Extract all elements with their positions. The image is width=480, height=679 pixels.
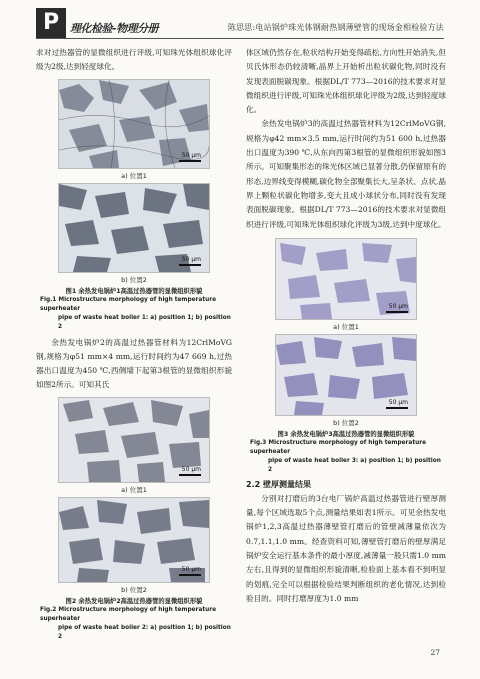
page-number: 27	[430, 648, 440, 657]
fig1b-scale-bar	[179, 264, 201, 266]
fig3b-micrograph	[275, 334, 417, 416]
fig2a-label: a) 位置1	[121, 485, 147, 494]
fig3b-label: b) 位置2	[333, 418, 359, 427]
fig3b-scale-label: 50 μm	[388, 398, 408, 406]
fig3a-scale-bar	[386, 311, 408, 313]
boiler3-paragraph: 余热发电锅炉3的高温过热器管材料为12CrlMoVG钢,规格为φ42 mm×3.5 mm,运行时间约为51 600 h,过热器出口温度为390 ℃,从东向西第3根管的显微组织形貌如图3所示。可知聚集形态的珠光体区域已显著分散,仍保留原有的形态,边界线变得模糊,碳化物全部聚集长大,呈条状、点状,晶界上颗粒状碳化物增多,变大且成小球状分布,同时没有发现表面脱碳现象。根据DL/T 773—2016的技术要求对显微组织进行评级,可知珠光体组织球化评级为3级,达到中度球化。	[246, 119, 446, 229]
fig1-caption-en-line2: pipe of waste heat boiler 1: a) position 1; b) position 2	[58, 314, 231, 330]
fig3a-label: a) 位置1	[333, 322, 359, 331]
fig2b-scale-label: 50 μm	[181, 565, 201, 573]
fig3-caption-en-line1: Fig.3 Microstructure morphology of high temperature superheater	[250, 439, 427, 455]
fig3-caption-en-line2: pipe of waste heat boiler 3: a) position 1; b) position 2	[268, 457, 441, 473]
fig1-caption-en-line1: Fig.1 Microstructure morphology of high temperature superheater	[40, 296, 217, 312]
fig2b-micrograph	[58, 497, 210, 583]
fig1-caption-zh: 图1 余热发电锅炉1高温过热器管的显微组织形貌	[65, 287, 203, 295]
fig3b-scale-bar	[386, 407, 408, 409]
fig1a-scale-bar	[179, 160, 201, 162]
fig2b-label: b) 位置2	[121, 585, 147, 594]
fig1a-label: a) 位置1	[121, 171, 147, 180]
left-column	[36, 46, 232, 642]
section-heading: 2.2 壁厚测量结果	[246, 479, 311, 489]
header-divider	[36, 38, 444, 39]
fig2a-scale-label: 50 μm	[181, 465, 201, 473]
boiler2-paragraph: 余热发电锅炉2的高温过热器管材料为12CrlMoVG钢,规格为φ51 mm×4 mm,运行时间约为47 669 h,过热器出口温度为450 ℃,西侧墙下起第3根管的显微组织形貌如图2所示。可知其氏	[36, 337, 232, 390]
wall-thickness-paragraph: 分别对打磨后的3台电厂锅炉高温过热器管进行壁厚测量,每个区域选取5个点,测量结果如表1所示。可见余热发电锅炉1,2,3高温过热器薄壁管打磨后的管壁减薄量依次为0.7,1.1,1.0 mm。经查资料可知,薄壁管打磨后的壁厚满足锅炉安全运行基本条件的最小厚度,减薄量一般只需1.0 mm左右,且得到的显微组织形貌清晰,检验面上基本看不到明显的划痕,完全可以根据检验结果判断组织的老化情况,达到检验目的。同时打磨厚度为1.0 mm	[246, 493, 446, 603]
page-header	[0, 0, 480, 42]
fig3a-micrograph	[275, 238, 417, 320]
fig2a-micrograph	[58, 397, 210, 483]
fig1b-label: b) 位置2	[121, 275, 147, 284]
fig2-caption-en-line1: Fig.2 Microstructure morphology of high temperature superheater	[40, 606, 217, 622]
boiler2-continued-paragraph: 体区域仍然存在,粒状结构开始变得疏松,方向性开始消失,但贝氏体形态仍较清晰,晶界上开始析出粒状碳化物,同时没有发现表面脱碳现象。根据DL/T 773—2016的技术要求对显微组织进行评级,可知珠光体组织球化评级为2级,达到轻度球化。	[246, 48, 446, 115]
fig2-caption-en-line2: pipe of waste heat boiler 2: a) position 1; b) position 2	[58, 624, 231, 640]
fig3-caption-zh: 图3 余热发电锅炉3高温过热器管的显微组织形貌	[277, 430, 415, 438]
fig2b-scale-bar	[179, 574, 201, 576]
fig1a-micrograph	[58, 79, 210, 169]
journal-logo-mark: P	[36, 8, 66, 38]
running-title: 陈思思:电站锅炉珠光体钢耐热钢薄壁管的现场金相检验方法	[227, 23, 444, 32]
intro-paragraph: 求对过热器管的显微组织进行评级,可知珠光体组织球化评级为2级,达到轻度球化。	[36, 48, 232, 72]
fig1b-scale-label: 50 μm	[181, 255, 201, 263]
fig1b-micrograph	[58, 183, 210, 273]
fig1a-scale-label: 50 μm	[181, 151, 201, 159]
right-column	[246, 46, 446, 606]
fig3a-scale-label: 50 μm	[388, 302, 408, 310]
journal-logo-text: 理化检验-物理分册	[70, 22, 159, 35]
fig2-caption-zh: 图2 余热发电锅炉2高温过热器管的显微组织形貌	[65, 597, 203, 605]
fig2a-scale-bar	[179, 474, 201, 476]
